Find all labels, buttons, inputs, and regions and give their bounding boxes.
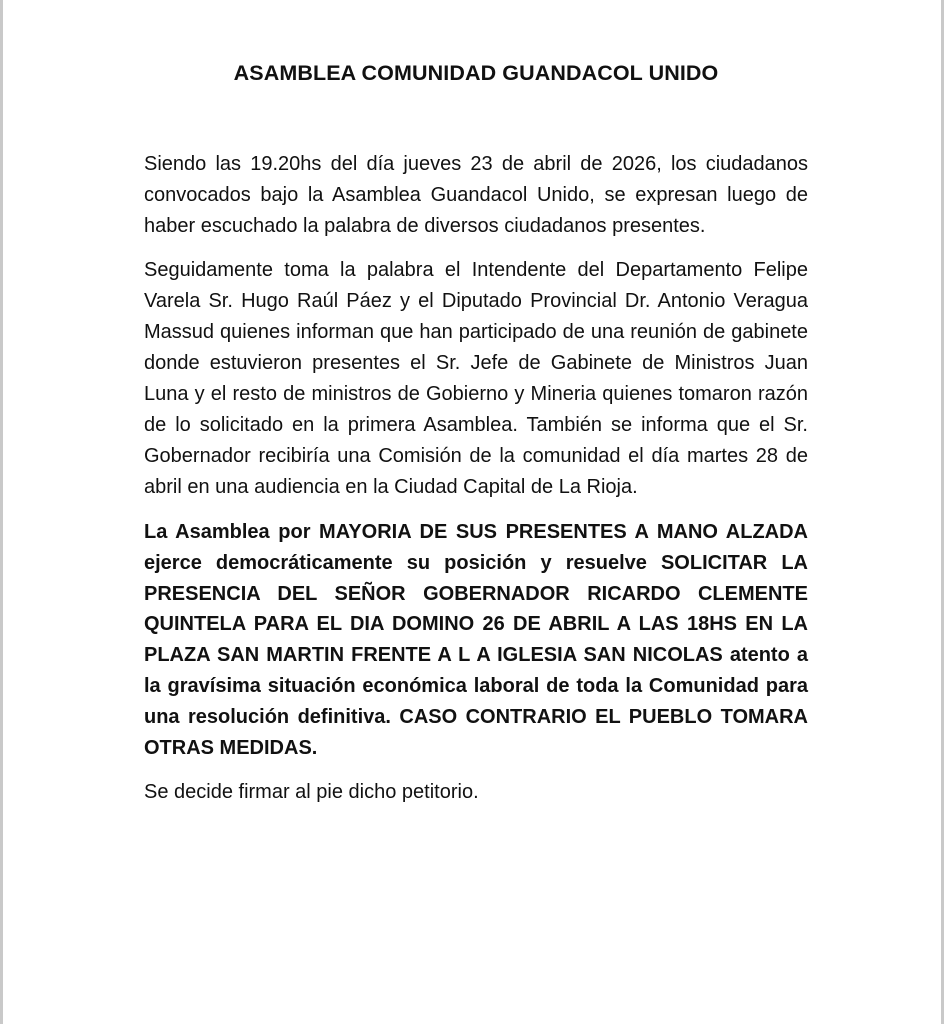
document-body — [144, 58, 808, 808]
paragraph-resolution: La Asamblea por MAYORIA DE SUS PRESENTES A MANO ALZADA ejerce democráticamente su posición y resuelve SOLICITAR LA PRESENCIA DEL SEÑOR GOBERNADOR RICARDO CLEMENTE QUINTELA PARA EL DIA DOMINO 26 DE ABRIL A LAS 18HS EN LA PLAZA SAN MARTIN FRENTE A L A IGLESIA SAN NICOLAS atento a la gravísima situación económica laboral de toda la Comunidad para una resolución definitiva. CASO CONTRARIO EL PUEBLO TOMARA OTRAS MEDIDAS. — [144, 521, 808, 759]
document-title: ASAMBLEA COMUNIDAD GUANDACOL UNIDO — [233, 61, 719, 85]
paragraph-opening: Siendo las 19.20hs del día jueves 23 de abril de 2026, los ciudadanos convocados bajo la Asamblea Guandacol Unido, se expresan luego de haber escuchado la palabra de diversos ciudadanos presentes. — [144, 153, 808, 237]
paragraph-closing: Se decide firmar al pie dicho petitorio. — [144, 781, 479, 804]
paragraph-report: Seguidamente toma la palabra el Intendente del Departamento Felipe Varela Sr. Hugo Raúl Páez y el Diputado Provincial Dr. Antonio Veragua Massud quienes informan que han participado de una reunión de gabinete donde estuvieron presentes el Sr. Jefe de Gabinete de Ministros Juan Luna y el resto de ministros de Gobierno y Mineria quienes tomaron razón de lo solicitado en la primera Asamblea. También se informa que el Sr. Gobernador recibiría una Comisión de la comunidad el día martes 28 de abril en una audiencia en la Ciudad Capital de La Rioja. — [144, 259, 808, 498]
